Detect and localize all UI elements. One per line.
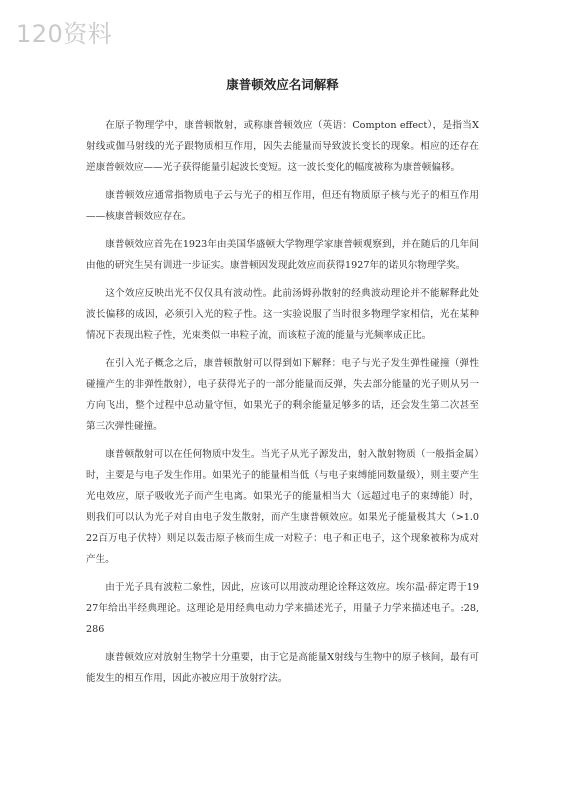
paragraph: 在原子物理学中，康普顿散射，或称康普顿效应（英语：Compton effect），是指当X射线或伽马射线的光子跟物质相互作用，因失去能量而导致波长变长的现象。相应的还存在逆康普顿效应——光子获得能量引起波长变短。这一波长变化的幅度被称为康普顿偏移。 bbox=[86, 120, 479, 173]
watermark-logo: 120资料 bbox=[16, 20, 113, 48]
paragraph: 在引入光子概念之后，康普顿散射可以得到如下解释：电子与光子发生弹性碰撞（弹性碰撞产生的非弹性散射），电子获得光子的一部分能量而反弹，失去部分能量的光子则从另一方向飞出，整个过程中总动量守恒，如果光子的剩余能量足够多的话，还会发生第二次甚至第三次弹性碰撞。 bbox=[86, 358, 479, 432]
paragraph: 康普顿散射可以在任何物质中发生。当光子从光子源发出，射入散射物质（一般指金属）时，主要是与电子发生作用。如果光子的能量相当低（与电子束缚能同数量级），则主要产生光电效应，原子吸收光子而产生电离。如果光子的能量相当大（远超过电子的束缚能）时，则我们可以认为光子对自由电子发生散射，而产生康普顿效应。如果光子能量极其大（>1.022百万电子伏特）则足以轰击原子核而生成一对粒子：电子和正电子，这个现象被称为成对产生。 bbox=[86, 449, 479, 565]
document-title: 康普顿效应名词解释 bbox=[226, 77, 339, 92]
paragraph: 康普顿效应首先在1923年由美国华盛顿大学物理学家康普顿观察到，并在随后的几年间由他的研究生吴有训进一步证实。康普顿因发现此效应而获得1927年的诺贝尔物理学奖。 bbox=[86, 239, 479, 271]
document-page bbox=[86, 76, 479, 696]
paragraph: 这个效应反映出光不仅仅具有波动性。此前汤姆孙散射的经典波动理论并不能解释此处波长偏移的成因，必须引入光的粒子性。这一实验说服了当时很多物理学家相信，光在某种情况下表现出粒子性，光束类似一串粒子流，而该粒子流的能量与光频率成正比。 bbox=[86, 288, 479, 341]
paragraph: 康普顿效应对放射生物学十分重要，由于它是高能量X射线与生物中的原子核间，最有可能发生的相互作用，因此亦被应用于放射疗法。 bbox=[86, 652, 479, 684]
paragraph: 由于光子具有波粒二象性，因此，应该可以用波动理论诠释这效应。埃尔温·薛定谔于1927年给出半经典理论。这理论是用经典电动力学来描述光子，用量子力学来描述电子。:28, 286 bbox=[86, 582, 479, 635]
paragraph: 康普顿效应通常指物质电子云与光子的相互作用，但还有物质原子核与光子的相互作用——核康普顿效应存在。 bbox=[86, 190, 479, 222]
